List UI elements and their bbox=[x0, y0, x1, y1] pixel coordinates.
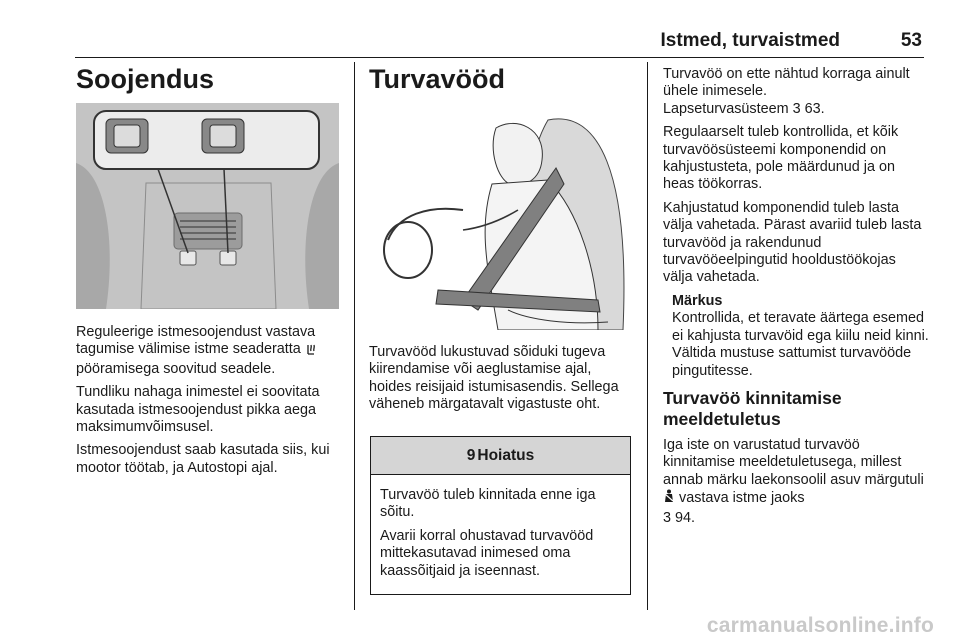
heating-para-1: Reguleerige istmesoojendust vastava tagumise välimise istme seaderatta pööramisega soovitud seadele. bbox=[76, 324, 316, 377]
seat-heater-photo bbox=[76, 103, 339, 309]
seatbelt-reminder-icon bbox=[663, 489, 675, 509]
section-heading-heating: Soojendus bbox=[76, 64, 215, 94]
seat-heating-icon bbox=[305, 342, 317, 360]
warning-body bbox=[371, 475, 630, 594]
column-divider-2 bbox=[647, 62, 648, 610]
watermark: carmanualsonline.info bbox=[706, 614, 934, 637]
warning-header bbox=[371, 437, 630, 475]
right-column-text bbox=[663, 66, 929, 533]
heating-para-2: Tundliku nahaga inimestel ei soovitata kasutada istmesoojendust pikka aega maksimumvõimsusel. bbox=[76, 384, 320, 436]
seatbelt-illustration bbox=[368, 110, 631, 330]
heating-para-3: Istmesoojendust saab kasutada siis, kui mootor töötab, ja Autostopi ajal. bbox=[76, 442, 330, 476]
warning-title: Hoiatus bbox=[477, 446, 535, 464]
page-number: 53 bbox=[900, 30, 922, 51]
warning-para-2: Avarii korral ohustavad turvavööd mittekasutavad inimesed oma kaassõitjaid ja iseennast. bbox=[380, 527, 594, 579]
right-para-1: Turvavöö on ette nähtud korraga ainult ühele inimesele. bbox=[663, 66, 910, 100]
seatbelt-para: Turvavööd lukustuvad sõiduki tugeva kiirendamise või aeglustamise ajal, hoides reisijaid istumisasendis. Sellega väheneb märgatavalt vigastuste oht. bbox=[369, 344, 619, 413]
warning-icon: 9 bbox=[466, 446, 476, 464]
note-title: Märkus bbox=[672, 292, 723, 309]
cross-reference-94[interactable]: 3 94. bbox=[663, 509, 696, 526]
header-rule bbox=[75, 57, 924, 58]
right-para-4: Iga iste on varustatud turvavöö kinnitamise meeldetuletusega, millest annab märku laekonsoolil asuv märgutuli vastava istme jaoks 3 94. bbox=[663, 436, 924, 526]
right-para-3: Kahjustatud komponendid tuleb lasta välja vahetada. Pärast avariid tuleb lasta turvavööd ja rakendunud turvavööeelpingutid hooldustöökojas välja vahetada. bbox=[663, 199, 922, 286]
subheading-reminder: Turvavöö kinnitamise meeldetuletus bbox=[663, 387, 842, 429]
driver-seatbelt-drawing bbox=[368, 110, 631, 330]
right-para-2: Regulaarselt tuleb kontrollida, et kõik turvavöösüsteemi komponendid on kahjustusteta, pole määrdunud ja on heas töökorras. bbox=[663, 124, 899, 193]
note-block bbox=[663, 293, 929, 380]
note-text: Kontrollida, et teravate äärtega esemed ei kahjusta turvavöid ega kiilu neid kinni. Vältida mustuse sattumist turvavööde pingutitesse. bbox=[672, 310, 929, 379]
right-para-1b: Lapseturvasüsteem 3 63. bbox=[663, 100, 825, 117]
running-header: Istmed, turvaistmed bbox=[660, 30, 840, 51]
warning-box bbox=[370, 436, 631, 595]
left-column-text bbox=[76, 324, 341, 483]
rear-console-image bbox=[76, 103, 339, 309]
seatbelt-intro bbox=[369, 344, 634, 420]
section-heading-seatbelts: Turvavööd bbox=[369, 64, 506, 94]
cross-reference[interactable]: 3 63. bbox=[792, 100, 825, 117]
warning-para-1: Turvavöö tuleb kinnitada enne iga sõitu. bbox=[380, 487, 596, 521]
column-divider-1 bbox=[354, 62, 355, 610]
